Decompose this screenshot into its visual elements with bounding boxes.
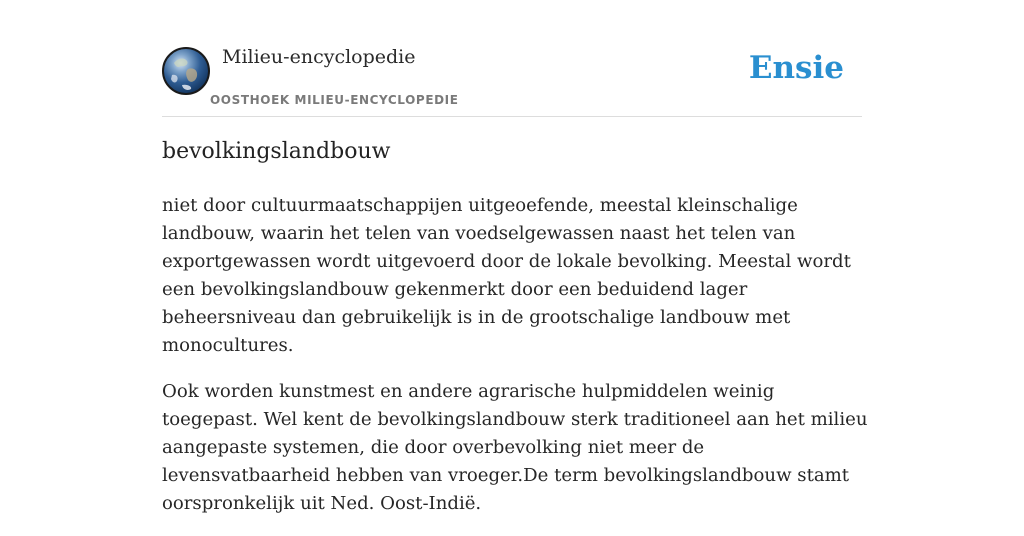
site-subtitle: OOSTHOEK MILIEU-ENCYCLOPEDIE [210,93,459,107]
article-paragraph: niet door cultuurmaatschappijen uitgeoefende, meestal kleinschalige landbouw, waarin het telen van voedselgewassen naast het telen van exportgewassen wordt uitgevoerd door de lokale bevolking. Meestal wordt een bevolkingslandbouw gekenmerkt door een beduidend lager beheersniveau dan gebruikelijk is in de grootschalige landbouw met monocultures. [162,195,851,356]
site-header [162,44,862,117]
article-body [162,192,872,536]
article-paragraph: Ook worden kunstmest en andere agrarische hulpmiddelen weinig toegepast. Wel kent de bevolkingslandbouw sterk traditioneel aan het milieu aangepaste systemen, die door overbevolking niet meer de levensvatbaarheid hebben van vroeger.De term bevolkingslandbouw stamt oorspronkelijk uit Ned. Oost-Indië. [162,381,868,514]
article-title: bevolkingslandbouw [162,139,391,164]
site-title[interactable]: Milieu-encyclopedie [222,46,416,68]
earth-globe-icon[interactable] [162,47,210,95]
brand-logo[interactable]: Ensie [748,50,844,86]
